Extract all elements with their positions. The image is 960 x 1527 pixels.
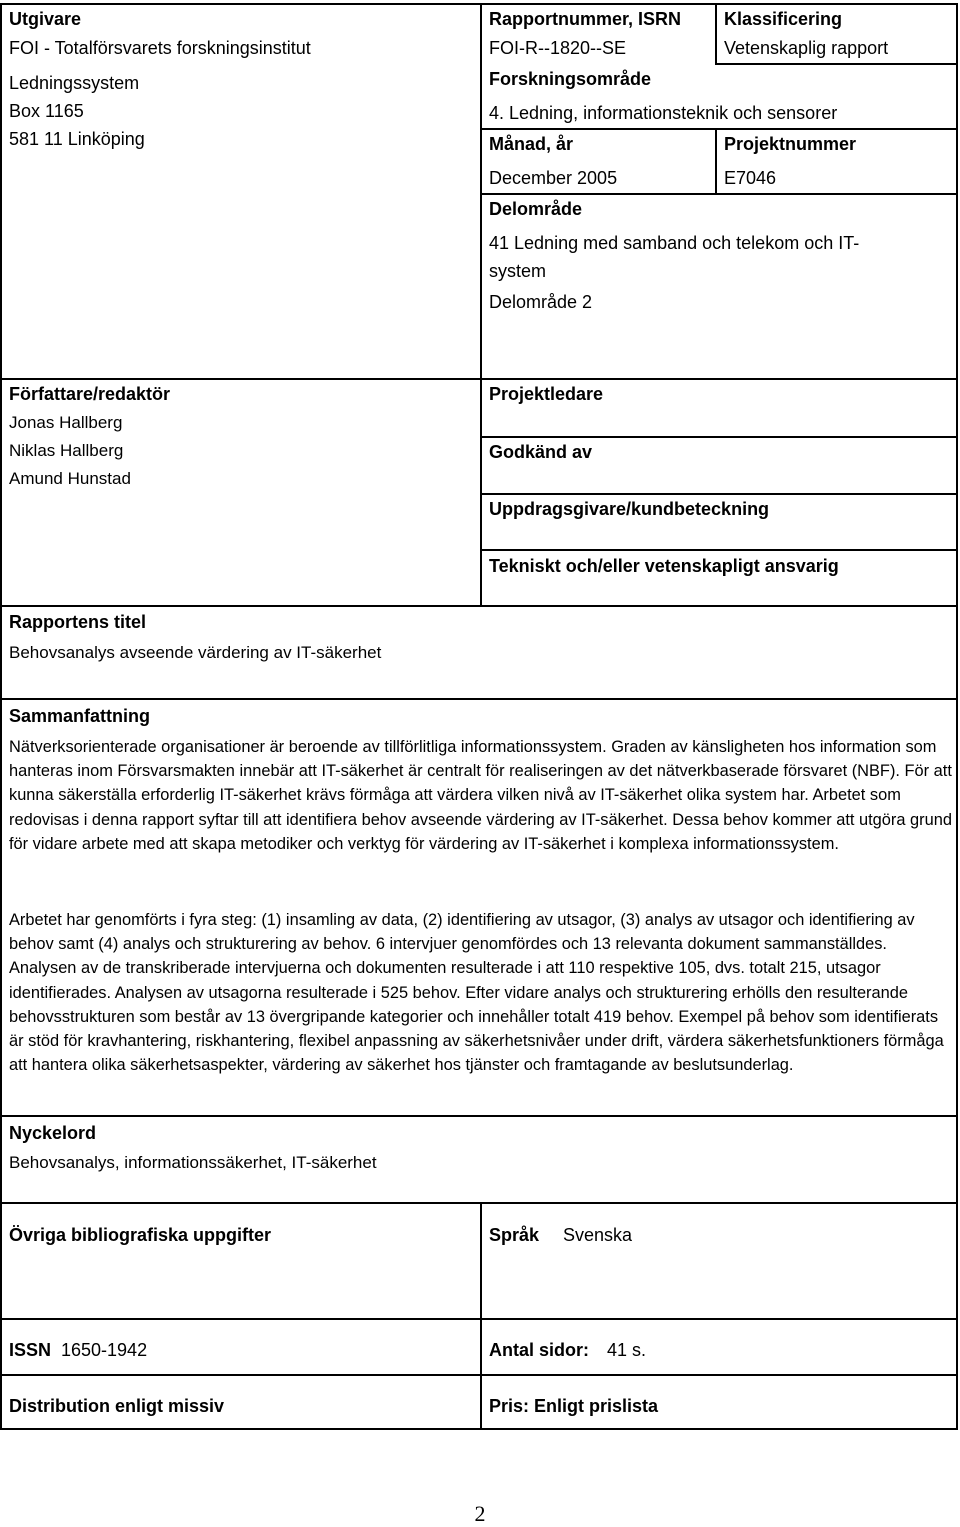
month-year-value: December 2005 [489,168,618,188]
technical-responsible-label: Tekniskt och/eller vetenskapligt ansvarig [489,556,839,576]
divider [0,605,958,607]
divider [480,493,958,495]
divider [0,1202,958,1204]
publisher-line: Ledningssystem [9,73,140,93]
summary-label: Sammanfattning [9,706,151,726]
classification-value: Vetenskaplig rapport [724,38,889,58]
divider [480,128,958,130]
research-area-label: Forskningsområde [489,69,652,89]
report-title-label: Rapportens titel [9,612,147,632]
report-number-label: Rapportnummer, ISRN [489,9,682,29]
keywords-label: Nyckelord [9,1123,97,1143]
report-title-value: Behovsanalys avseende värdering av IT-säkerhet [9,643,382,662]
publisher-line: FOI - Totalförsvarets forskningsinstitut [9,38,311,58]
project-number-value: E7046 [724,168,777,188]
publisher-line: 581 11 Linköping [9,129,145,149]
month-year-label: Månad, år [489,134,574,154]
summary-paragraph: Nätverksorienterade organisationer är beroende av tillförlitliga informationssystem. Graden av känsligheten hos information som hanteras inom Försvarsmakten innebär att IT-säkerhet är centralt för realiseringen av det nätverkbaserade försvaret (NBF). För att kunna säkerställa erforderlig IT-säkerhet krävs förmåga att värdera vilken nivå av IT-säkerhet olika system har. Arbetet som redovisas i denna rapport syftar till att identifiera behov avseende värdering av IT-säkerhet. Dessa behov kommer att utgöra grund för vidare arbete med att skapa metodiker och verktyg för värdering av IT-säkerhet i komplexa informationssystem. [9,738,952,853]
language-label: Språk [489,1225,540,1245]
other-biblio-label: Övriga bibliografiska uppgifter [9,1225,272,1245]
issn-label: ISSN [9,1340,52,1360]
author-name: Niklas Hallberg [9,441,124,460]
pages-value: 41 s. [607,1340,647,1360]
divider [480,1202,482,1430]
research-area-value: 4. Ledning, informationsteknik och sensorer [489,103,838,123]
publisher-label: Utgivare [9,9,82,29]
classification-label: Klassificering [724,9,843,29]
sub-area-2-label: Delområde 2 [489,292,593,312]
approved-by-label: Godkänd av [489,442,593,462]
publisher-line: Box 1165 [9,101,84,121]
divider [0,1115,958,1117]
page-number: 2 [474,1501,486,1526]
pages-label: Antal sidor: [489,1340,590,1360]
sub-area-value: 41 Ledning med samband och telekom och IT- [489,233,860,253]
divider [715,128,717,195]
divider [480,549,958,551]
divider [715,63,958,65]
divider [0,378,958,380]
divider [0,698,958,700]
language-value: Svenska [563,1225,633,1245]
distribution-label: Distribution enligt missiv [9,1396,225,1416]
divider [480,3,482,607]
sub-area-value: system [489,261,547,281]
price-label: Pris: Enligt prislista [489,1396,659,1416]
authors-label: Författare/redaktör [9,384,171,404]
divider [480,193,958,195]
divider [715,3,717,65]
project-leader-label: Projektledare [489,384,604,404]
client-label: Uppdragsgivare/kundbeteckning [489,499,770,519]
project-number-label: Projektnummer [724,134,857,154]
report-number-value: FOI-R--1820--SE [489,38,627,58]
author-name: Amund Hunstad [9,469,131,488]
summary-paragraph: Arbetet har genomförts i fyra steg: (1) insamling av data, (2) identifiering av utsagor, (3) analys av utsagor och identifiering av behov samt (4) analys och strukturering av behov. 6 intervjuer genomfördes och 13 relevanta dokument sammanställdes. Analysen av de transkriberade intervjuerna och dokumenten resulterade i att 110 respektive 105, dvs. totalt 215, utsagor identifierades. Analysen av utsagorna resulterade i 525 behov. Efter vidare analys och strukturering erhölls den resulterande behovsstrukturen som består av 13 övergripande kategorier och innehåller totalt 419 behov. Exempel på behov som identifierats är stöd för kravhantering, riskhantering, flexibel anpassning av säkerhetsnivåer under drift, värdera säkerhetsfunktioners förmåga att hantera olika säkerhetsaspekter, värdering av säkerhet hos tjänster och framtagande av beslutsunderlag. [9,911,944,1075]
sub-area-label: Delområde [489,199,583,219]
keywords-value: Behovsanalys, informationssäkerhet, IT-säkerhet [9,1153,377,1172]
divider [0,1318,958,1320]
divider [480,436,958,438]
issn-value: 1650-1942 [61,1340,148,1360]
author-name: Jonas Hallberg [9,413,123,432]
divider [0,1374,958,1376]
